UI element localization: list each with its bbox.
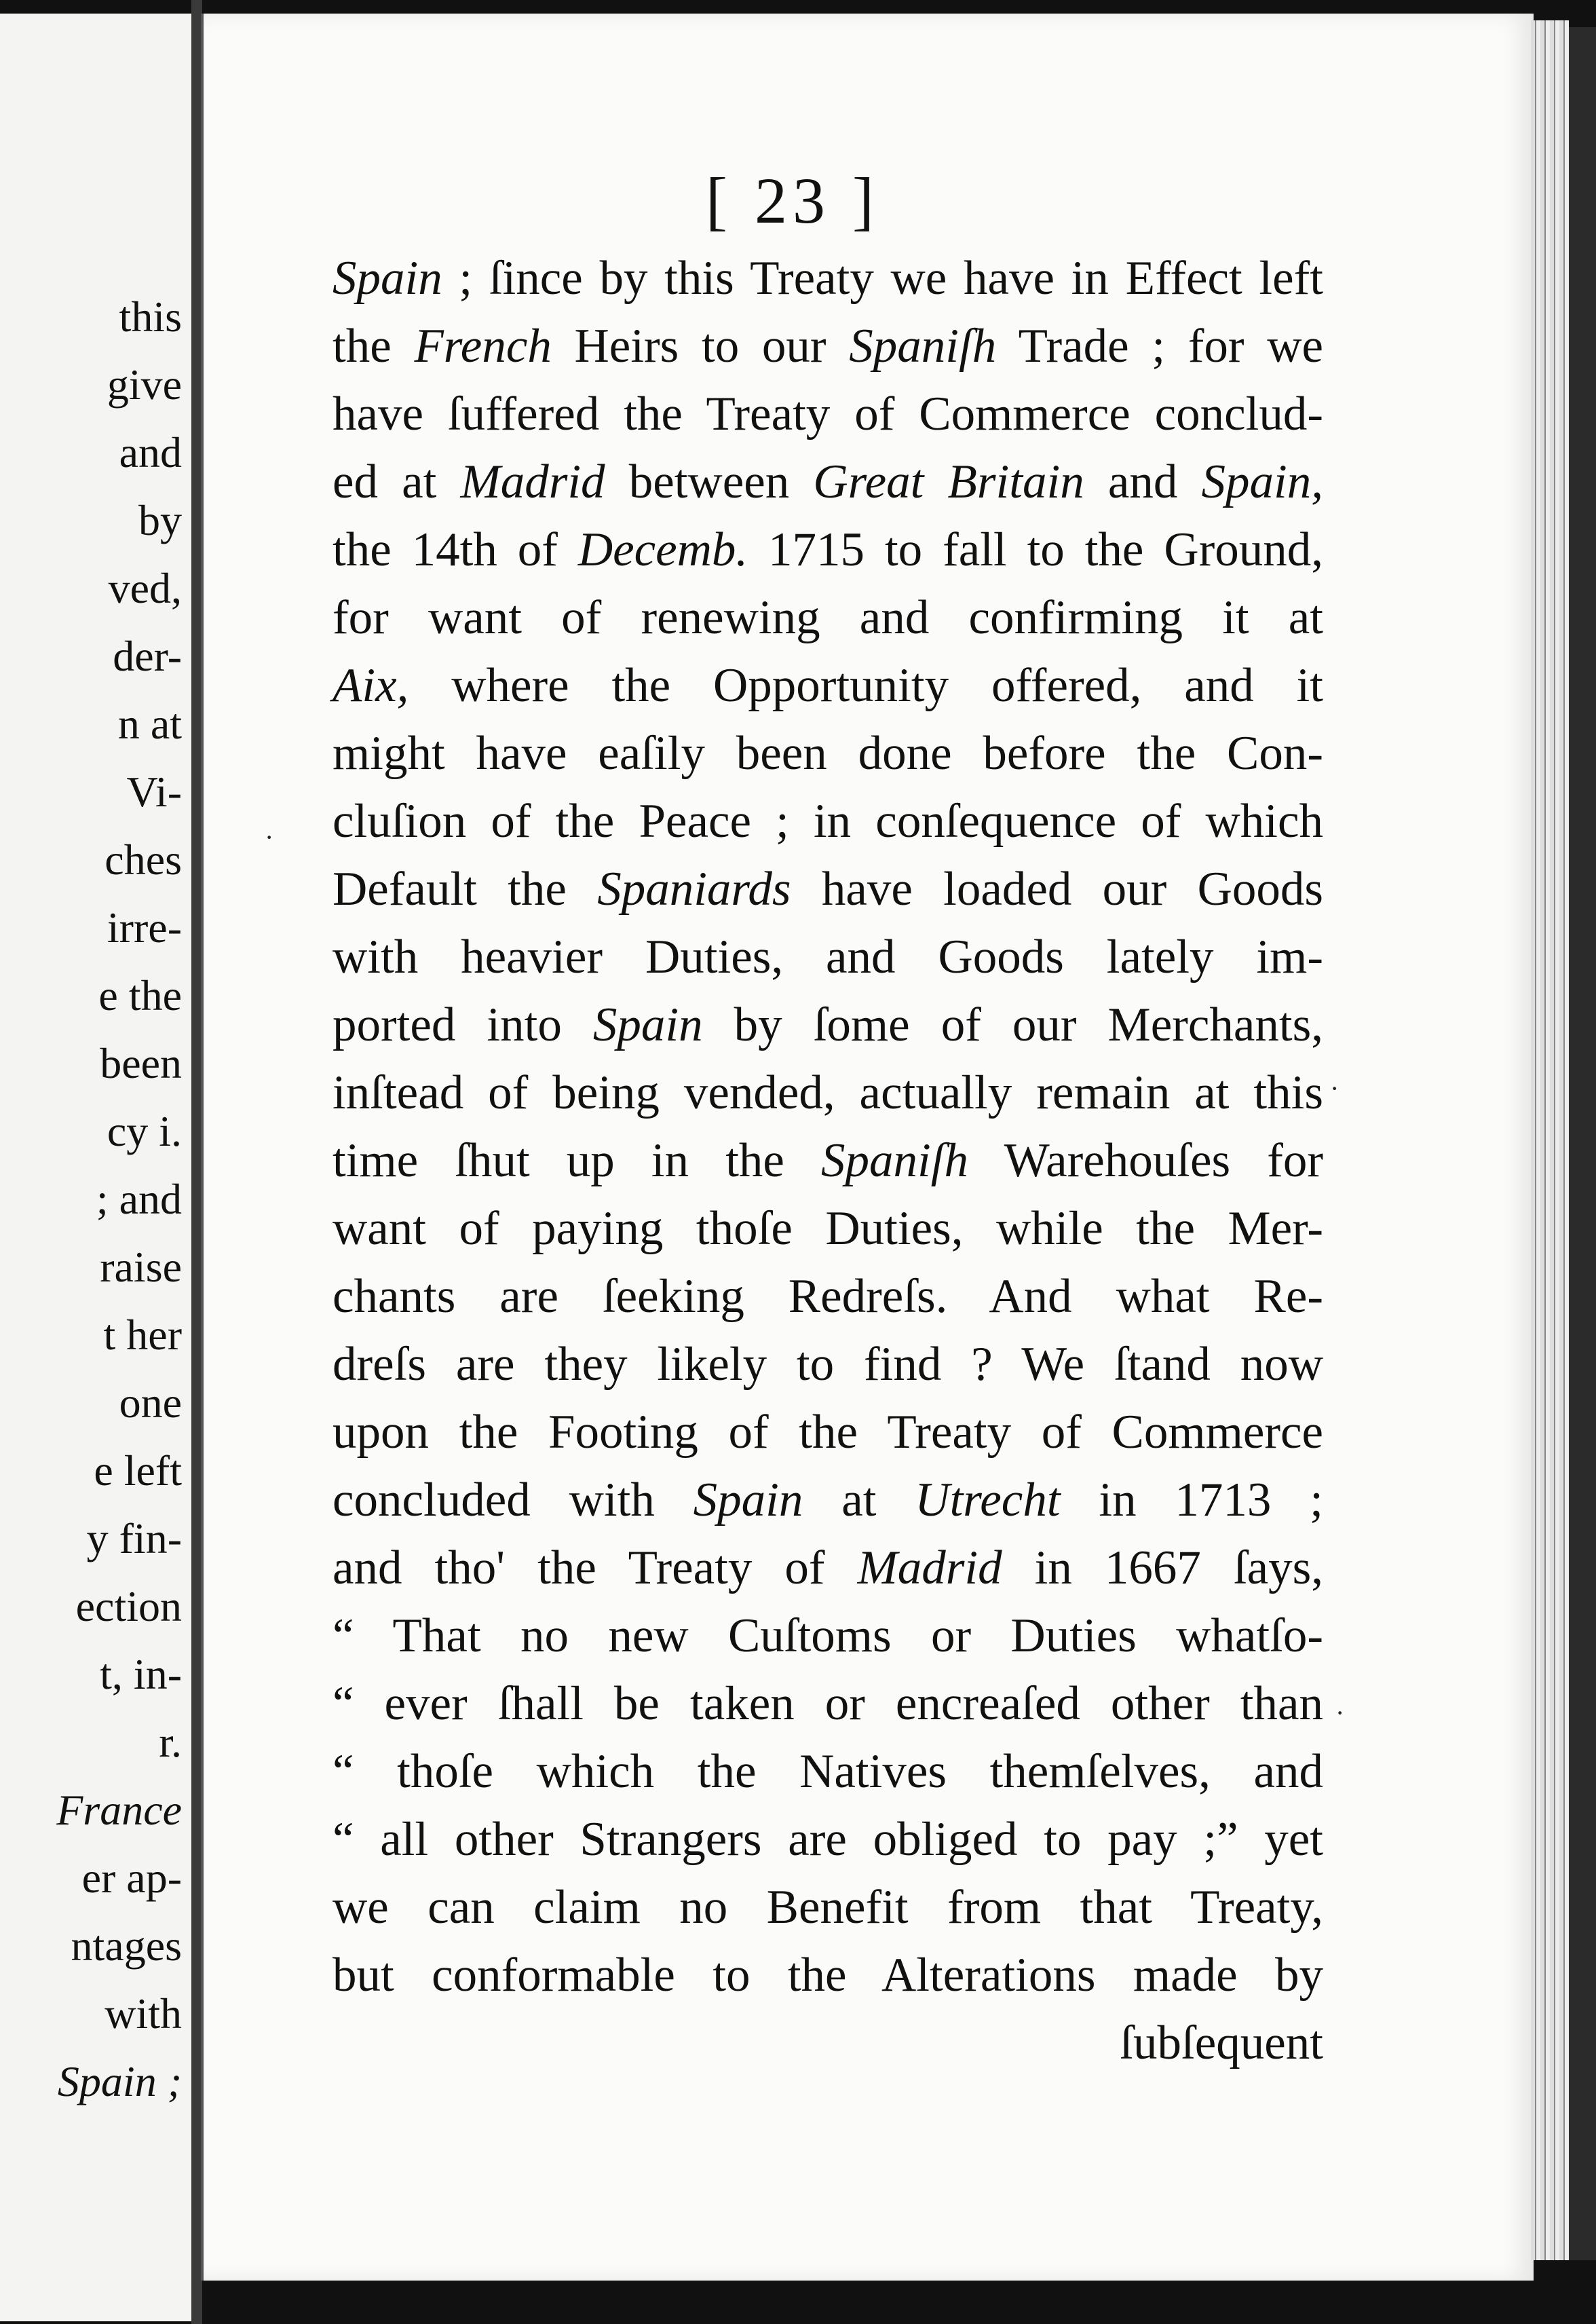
- text-line: [332, 1676, 1323, 1731]
- page-number: [ 23 ]: [706, 164, 879, 237]
- text-segment: inſtead of being vended, actually remain at this: [332, 1066, 1323, 1119]
- text-segment: the: [332, 320, 415, 373]
- left-page-fragment: t her: [103, 1311, 182, 1359]
- italic-text: Madrid: [460, 455, 605, 508]
- italic-text: Spain: [332, 252, 442, 305]
- text-segment: want of paying thoſe Duties, while the Mer-: [332, 1202, 1323, 1255]
- text-line: [332, 1541, 1323, 1595]
- text-line: [332, 251, 1323, 305]
- text-segment: Trade ; for we: [996, 320, 1324, 373]
- text-segment: and: [1084, 455, 1202, 508]
- text-segment: ed at: [332, 455, 461, 508]
- italic-text: Madrid: [857, 1541, 1002, 1594]
- italic-text: Utrecht: [915, 1474, 1061, 1526]
- text-segment: upon the Footing of the Treaty of Commerce: [332, 1406, 1323, 1459]
- text-segment: cluſion of the Peace ; in conſequence of which: [332, 795, 1323, 848]
- text-line: [332, 319, 1323, 373]
- italic-text: Spain: [693, 1474, 803, 1526]
- text-segment: dreſs are they likely to find ? We ſtand now: [332, 1338, 1323, 1391]
- italic-text: Spain: [592, 998, 703, 1051]
- text-segment: we can claim no Benefit from that Treaty,: [332, 1881, 1323, 1934]
- text-line: [332, 726, 1323, 781]
- text-line: [332, 1066, 1323, 1120]
- italic-text: Spain,: [1201, 455, 1324, 508]
- text-segment: in 1713 ;: [1060, 1474, 1323, 1526]
- left-page-fragment: with: [104, 1989, 182, 2038]
- text-segment: ſubſequent: [1120, 2017, 1323, 2069]
- text-line: [332, 930, 1323, 984]
- left-page: [0, 14, 195, 2321]
- text-segment: for want of renewing and confirming it at: [332, 591, 1323, 644]
- text-line: [332, 591, 1323, 645]
- left-page-fragment: by: [138, 496, 182, 544]
- text-segment: chants are ſeeking Redreſs. And what Re-: [332, 1270, 1323, 1323]
- text-segment: with heavier Duties, and Goods lately im-: [332, 931, 1323, 983]
- left-page-fragment: r.: [159, 1718, 182, 1766]
- left-page-fragment: t, in-: [100, 1650, 182, 1698]
- page-edges: [1531, 20, 1569, 2260]
- italic-text: Great Britain: [813, 455, 1084, 508]
- book-cover-edge: [1569, 27, 1596, 2260]
- italic-text: Aix,: [332, 659, 409, 712]
- stray-mark: ·: [265, 822, 274, 852]
- text-segment: have ſuffered the Treaty of Commerce conclud-: [332, 388, 1323, 441]
- text-line: [332, 1201, 1323, 1256]
- text-line: [332, 1609, 1323, 1663]
- text-line: [332, 455, 1323, 509]
- text-segment: Warehouſes for: [968, 1134, 1324, 1187]
- text-segment: Default the: [332, 863, 598, 916]
- left-page-fragment: e left: [94, 1446, 182, 1495]
- text-line: [332, 1948, 1323, 2002]
- text-line: [332, 1880, 1323, 1934]
- left-page-fragment: ntages: [71, 1922, 182, 1970]
- text-line: [332, 794, 1323, 848]
- text-segment: and tho' the Treaty of: [332, 1541, 858, 1594]
- italic-text: Decemb.: [577, 523, 748, 576]
- stray-mark: ·: [1330, 1073, 1340, 1104]
- text-segment: in 1667 ſays,: [1002, 1541, 1323, 1594]
- left-page-fragment: der-: [113, 632, 182, 680]
- italic-text: Spaniards: [597, 863, 791, 916]
- text-line: [332, 523, 1323, 577]
- left-page-fragment: ection: [75, 1582, 182, 1630]
- left-page-fragment: give: [107, 360, 182, 409]
- text-line: [332, 862, 1323, 916]
- text-segment: “ all other Strangers are obliged to pay ;” yet: [332, 1813, 1323, 1866]
- left-page-fragment: ches: [104, 836, 182, 884]
- left-page-fragment: been: [100, 1039, 182, 1087]
- left-page-fragment: n at: [117, 700, 182, 748]
- italic-text: Spaniſh: [821, 1134, 968, 1187]
- text-line: [332, 387, 1323, 441]
- left-page-fragment: one: [119, 1379, 182, 1427]
- text-line: [332, 2016, 1323, 2070]
- left-page-fragment: raise: [100, 1243, 182, 1291]
- left-page-fragment: irre-: [107, 903, 182, 952]
- text-line: [332, 1473, 1323, 1527]
- text-segment: “ ever ſhall be taken or encreaſed other than: [332, 1677, 1323, 1730]
- text-segment: by ſome of our Merchants,: [702, 998, 1323, 1051]
- text-segment: have loaded our Goods: [791, 863, 1324, 916]
- text-segment: ported into: [332, 998, 593, 1051]
- text-segment: “ thoſe which the Natives themſelves, and: [332, 1745, 1323, 1798]
- left-page-fragment: ved,: [108, 564, 182, 612]
- text-segment: 1715 to fall to the Ground,: [748, 523, 1324, 576]
- italic-text: Spaniſh: [849, 320, 997, 373]
- text-line: [332, 1269, 1323, 1324]
- left-page-fragment: and: [119, 428, 182, 476]
- text-segment: time ſhut up in the: [332, 1134, 822, 1187]
- left-page-fragment: Spain ;: [57, 2057, 182, 2105]
- left-page-fragment: France: [56, 1786, 182, 1834]
- text-segment: but conformable to the Alterations made by: [332, 1949, 1323, 2002]
- text-line: [332, 1337, 1323, 1391]
- text-segment: the 14th of: [332, 523, 578, 576]
- left-page-fragment: Vi-: [126, 768, 182, 816]
- text-segment: at: [803, 1474, 915, 1526]
- left-page-fragment: y fin-: [86, 1514, 182, 1562]
- text-line: [332, 1405, 1323, 1459]
- text-line: [332, 998, 1323, 1052]
- text-segment: “ That no new Cuſtoms or Duties whatſo-: [332, 1609, 1323, 1662]
- left-page-fragment: ; and: [96, 1175, 182, 1223]
- stray-mark: ·: [1335, 1698, 1345, 1728]
- text-segment: concluded with: [332, 1474, 694, 1526]
- text-line: [332, 1744, 1323, 1799]
- text-segment: might have eaſily been done before the Con-: [332, 727, 1323, 780]
- left-page-fragment: cy i.: [107, 1107, 182, 1155]
- text-segment: ; ſince by this Treaty we have in Effect left: [442, 252, 1323, 305]
- left-page-fragment: er ap-: [81, 1854, 182, 1902]
- left-page-fragment: e the: [98, 971, 182, 1019]
- text-line: [332, 1812, 1323, 1867]
- left-page-fragment: this: [119, 293, 182, 341]
- text-segment: where the Opportunity offered, and it: [408, 659, 1323, 712]
- text-line: [332, 658, 1323, 713]
- italic-text: French: [414, 320, 552, 373]
- text-segment: Heirs to our: [551, 320, 850, 373]
- text-segment: between: [605, 455, 814, 508]
- text-line: [332, 1133, 1323, 1188]
